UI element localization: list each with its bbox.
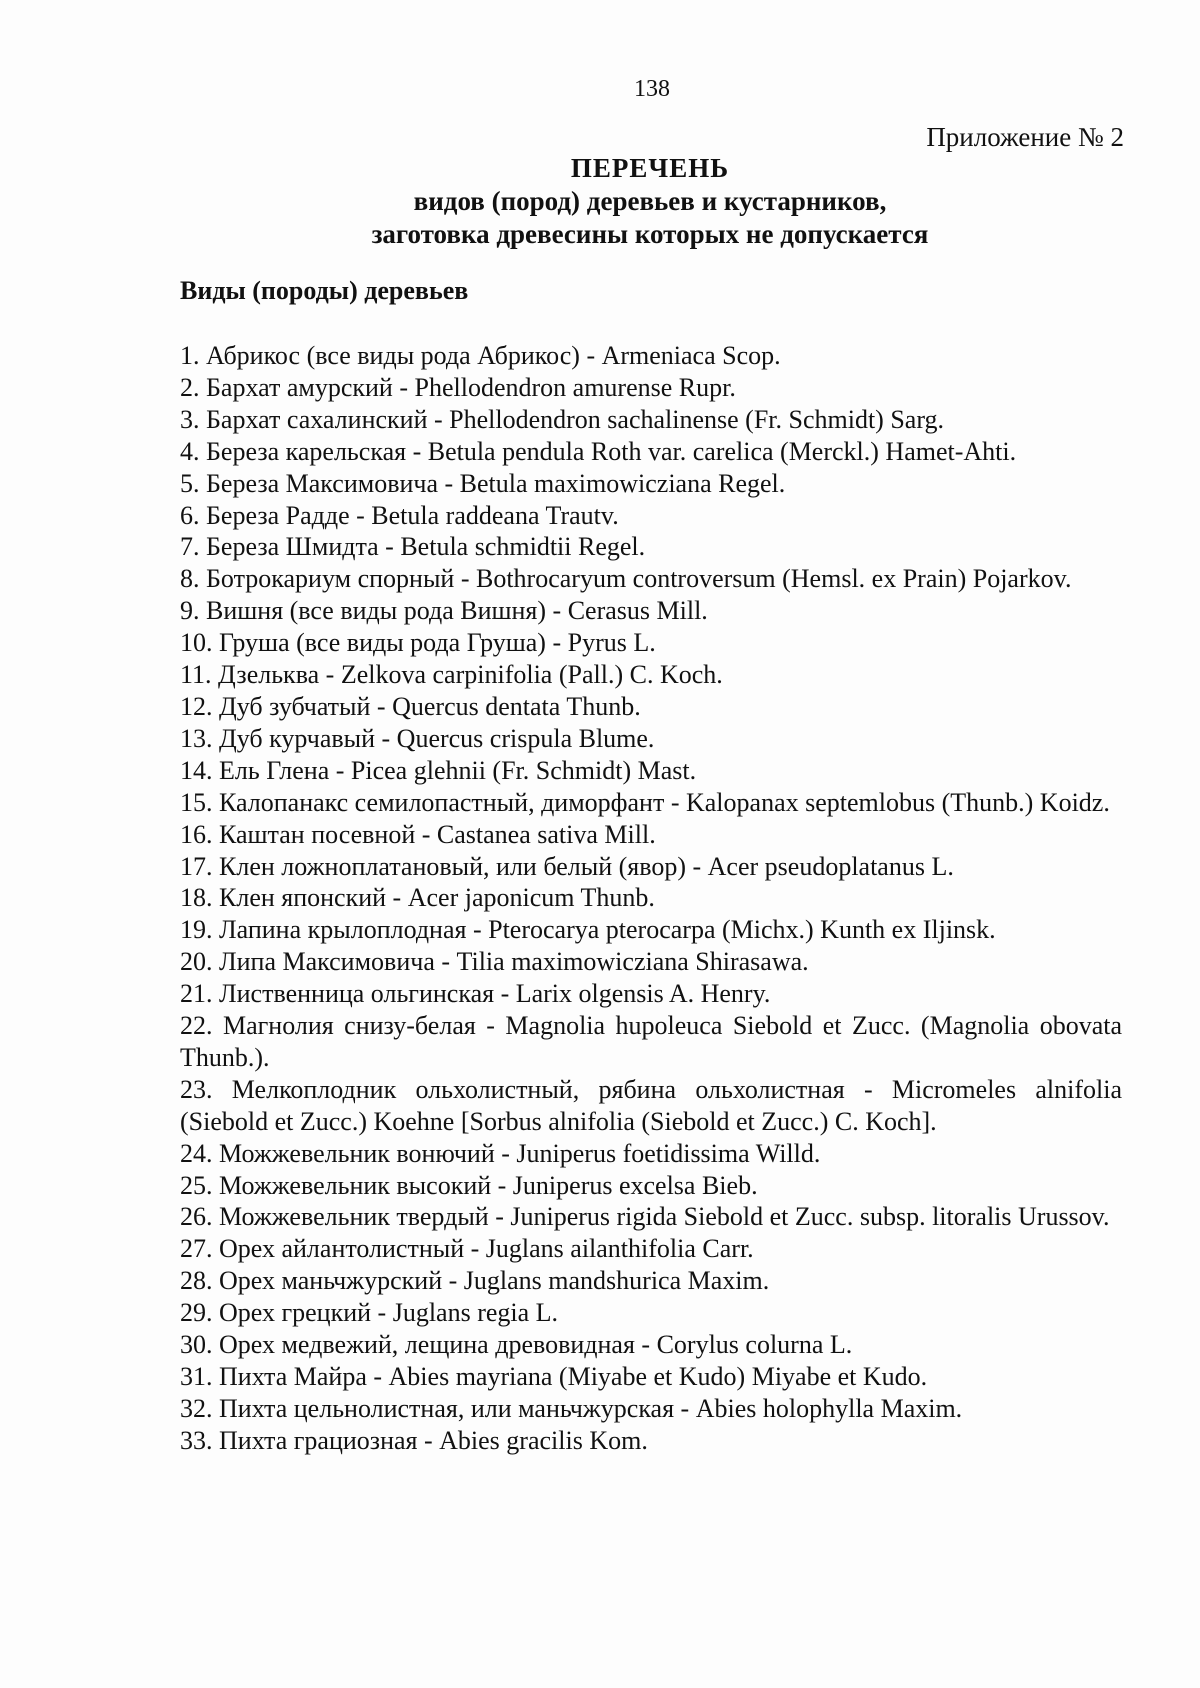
appendix-label: Приложение № 2 (926, 122, 1124, 152)
document-title (50, 152, 1200, 251)
list-item: 26. Можжевельник твердый - Juniperus rigida Siebold et Zucc. subsp. litoralis Urussov. (180, 1202, 1110, 1232)
list-item: 4. Береза карельская - Betula pendula Roth var. carelica (Merckl.) Hamet-Ahti. (180, 436, 1017, 466)
list-item: 5. Береза Максимовича - Betula maximowicziana Regel. (180, 468, 786, 498)
section-heading: Виды (породы) деревьев (180, 276, 469, 305)
title-line-1: ПЕРЕЧЕНЬ (570, 153, 730, 183)
list-item: 18. Клен японский - Acer japonicum Thunb. (180, 883, 655, 913)
list-item: 7. Береза Шмидта - Betula schmidtii Regel. (180, 532, 646, 562)
list-item: 6. Береза Радде - Betula raddeana Trautv. (180, 500, 619, 530)
list-item: 31. Пихта Майра - Abies mayriana (Miyabe et Kudo) Miyabe et Kudo. (180, 1362, 928, 1391)
list-item: 20. Липа Максимовича - Tilia maximowicziana Shirasawa. (180, 947, 809, 977)
list-item: 8. Ботрокариум спорный - Bothrocaryum controversum (Hemsl. ex Prain) Pojarkov. (180, 564, 1072, 594)
list-item: 19. Лапина крылоплодная - Pterocarya pterocarpa (Michx.) Kunth ex Iljinsk. (180, 915, 996, 945)
list-item: 30. Орех медвежий, лещина древовидная - Corylus colurna L. (180, 1330, 853, 1360)
list-item: 16. Каштан посевной - Castanea sativa Mill. (180, 819, 656, 849)
title-line-3: заготовка древесины которых не допускается (371, 219, 929, 249)
list-item: 27. Орех айлантолистный - Juglans ailanthifolia Carr. (180, 1234, 754, 1264)
list-item: 24. Можжевельник вонючий - Juniperus foetidissima Willd. (180, 1138, 821, 1168)
list-item: 22. Магнолия снизу-белая - Magnolia hupoleuca Siebold et Zucc. (Magnolia obovata Thunb.). (180, 1011, 1122, 1072)
title-line-2: видов (пород) деревьев и кустарников, (413, 186, 887, 216)
list-item: 1. Абрикос (все виды рода Абрикос) - Armeniaca Scop. (180, 341, 781, 370)
list-item: 21. Лиственница ольгинская - Larix olgensis A. Henry. (180, 979, 771, 1009)
list-item: 14. Ель Глена - Picea glehnii (Fr. Schmidt) Mast. (180, 755, 697, 785)
list-item: 29. Орех грецкий - Juglans regia L. (180, 1298, 559, 1328)
list-item: 23. Мелкоплодник ольхолистный, рябина ольхолистная - Micromeles alnifolia (Siebold et Zucc.) Koehne [Sorbus alnifolia (Siebold et Zucc.) C. Koch]. (180, 1074, 1122, 1136)
list-item: 12. Дуб зубчатый - Quercus dentata Thunb. (180, 691, 641, 721)
list-item: 32. Пихта цельнолистная, или маньчжурская - Abies holophylla Maxim. (180, 1393, 963, 1423)
list-item: 2. Бархат амурский - Phellodendron amurense Rupr. (180, 372, 736, 402)
list-item: 17. Клен ложноплатановый, или белый (явор) - Acer pseudoplatanus L. (180, 851, 954, 881)
species-list (180, 340, 1122, 1457)
list-item: 11. Дзельква - Zelkova carpinifolia (Pall.) C. Koch. (180, 660, 723, 690)
list-item: 9. Вишня (все виды рода Вишня) - Cerasus Mill. (180, 596, 708, 626)
page-number: 138 (634, 76, 670, 102)
list-item: 25. Можжевельник высокий - Juniperus excelsa Bieb. (180, 1170, 758, 1200)
list-item: 15. Калопанакс семилопастный, диморфант - Kalopanax septemlobus (Thunb.) Koidz. (180, 787, 1110, 817)
list-item: 3. Бархат сахалинский - Phellodendron sachalinense (Fr. Schmidt) Sarg. (180, 404, 945, 434)
list-item: 28. Орех маньчжурский - Juglans mandshurica Maxim. (180, 1266, 770, 1296)
list-item: 10. Груша (все виды рода Груша) - Pyrus L. (180, 628, 656, 658)
list-item: 33. Пихта грациозная - Abies gracilis Kom. (180, 1425, 648, 1455)
list-item: 13. Дуб курчавый - Quercus crispula Blume. (180, 723, 655, 753)
